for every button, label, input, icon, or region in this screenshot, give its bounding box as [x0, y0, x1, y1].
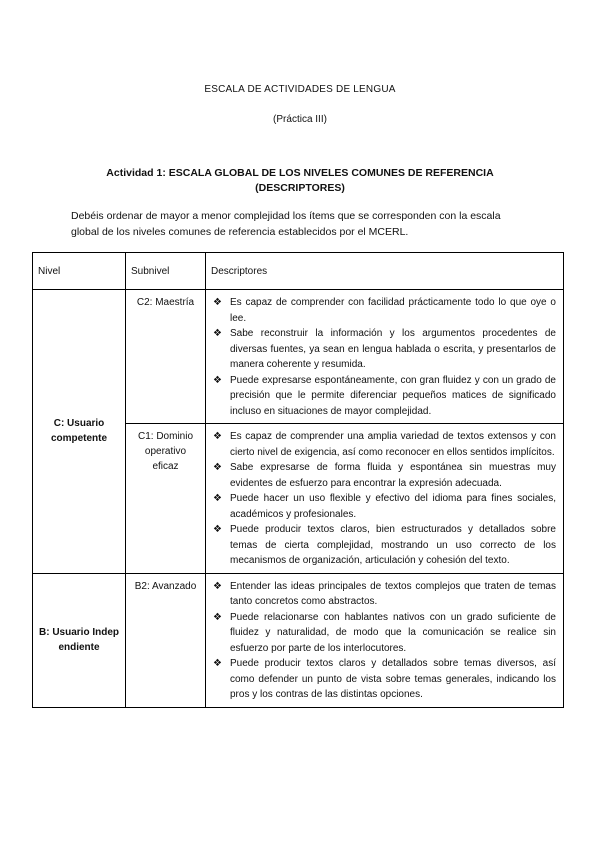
- list-item: [213, 460, 556, 491]
- table-row: [33, 290, 564, 424]
- descriptor-text: Puede hacer un uso flexible y efectivo del idioma para fines sociales, académicos y profesionales.: [230, 493, 556, 520]
- descriptors-cell: [206, 290, 564, 424]
- descriptor-text: Puede relacionarse con hablantes nativos con un grado suficiente de fluidez y naturalidad, de modo que la comunicación se realice sin esfuerzo por parte de los interlocutores.: [230, 611, 556, 654]
- levels-table: [32, 252, 564, 708]
- diamond-bullet-icon: ❖: [213, 328, 222, 339]
- descriptor-text: Puede producir textos claros y detallados sobre temas diversos, así como defender un punto de vista sobre temas generales, indicando los pros y los contras de las distintas opciones.: [230, 658, 556, 700]
- diamond-bullet-icon: ❖: [213, 524, 222, 535]
- level-name: B: Usuario Independiente: [39, 627, 120, 653]
- descriptor-text: Entender las ideas principales de textos complejos que traten de temas tanto concretos como abstractos.: [230, 580, 556, 607]
- list-item: [213, 429, 556, 460]
- diamond-bullet-icon: ❖: [213, 374, 222, 386]
- column-header-nivel: Nivel: [33, 253, 126, 290]
- descriptor-text: Es capaz de comprender una amplia variedad de textos extensos y con cierto nivel de exigencia, así como reconocer en ellos sentidos implícitos.: [230, 431, 556, 458]
- sublevel-name: C1: Dominio operativo eficaz: [137, 431, 194, 472]
- descriptor-text: Es capaz de comprender con facilidad prácticamente todo lo que oye o lee.: [230, 297, 556, 324]
- sublevel-cell: [126, 290, 206, 424]
- descriptor-text: Puede producir textos claros, bien estructurados y detallados sobre temas de cierta complejidad, mostrando un uso correcto de los mecanismos de organización, articulación y cohesión del texto.: [230, 524, 556, 566]
- document-title: ESCALA DE ACTIVIDADES DE LENGUA: [204, 84, 396, 95]
- document-subtitle: (Práctica III): [273, 114, 327, 125]
- descriptors-cell: [206, 573, 564, 707]
- table-row: [33, 573, 564, 707]
- diamond-bullet-icon: ❖: [213, 658, 222, 669]
- table-header-row: [33, 253, 564, 290]
- sublevel-cell: [126, 573, 206, 707]
- diamond-bullet-icon: ❖: [213, 431, 222, 442]
- list-item: [213, 610, 556, 657]
- level-cell: [33, 290, 126, 574]
- descriptors-cell: [206, 424, 564, 574]
- activity-heading-text: Actividad 1: ESCALA GLOBAL DE LOS NIVELES COMUNES DE REFERENCIA (DESCRIPTORES): [106, 167, 494, 194]
- descriptor-list: [213, 295, 556, 419]
- list-item: [213, 326, 556, 373]
- column-header-subnivel: Subnivel: [126, 253, 206, 290]
- list-item: [213, 373, 556, 420]
- diamond-bullet-icon: ❖: [213, 493, 222, 504]
- list-item: [213, 491, 556, 522]
- diamond-bullet-icon: ❖: [213, 297, 222, 308]
- list-item: [213, 579, 556, 610]
- intro-paragraph: Debéis ordenar de mayor a menor complejidad los ítems que se corresponden con la escala global de los niveles comunes de referencia establecidos por el MCERL.: [71, 210, 501, 238]
- activity-heading: [0, 166, 600, 196]
- descriptor-list: [213, 579, 556, 703]
- diamond-bullet-icon: ❖: [213, 462, 222, 473]
- column-header-descriptores: Descriptores: [206, 253, 564, 290]
- level-name: C: Usuario competente: [50, 418, 108, 445]
- list-item: [213, 522, 556, 569]
- list-item: [213, 656, 556, 703]
- descriptor-text: Sabe expresarse de forma fluida y espontánea sin muestras muy evidentes de esfuerzo para encontrar la expresión adecuada.: [230, 462, 556, 489]
- descriptor-text: Sabe reconstruir la información y los argumentos procedentes de diversas fuentes, ya sean en lengua hablada o escrita, y presentarlos de manera coherente y resumida.: [230, 328, 556, 370]
- diamond-bullet-icon: ❖: [213, 580, 222, 592]
- sublevel-cell: [126, 424, 206, 574]
- descriptor-list: [213, 429, 556, 569]
- level-cell: [33, 573, 126, 707]
- sublevel-name: B2: Avanzado: [134, 580, 197, 592]
- sublevel-name: C2: Maestría: [136, 297, 195, 308]
- list-item: [213, 295, 556, 326]
- diamond-bullet-icon: ❖: [213, 611, 222, 623]
- descriptor-text: Puede expresarse espontáneamente, con gran fluidez y con un grado de precisión que le permite diferenciar pequeños matices de significado incluso en situaciones de mayor complejidad.: [230, 374, 556, 417]
